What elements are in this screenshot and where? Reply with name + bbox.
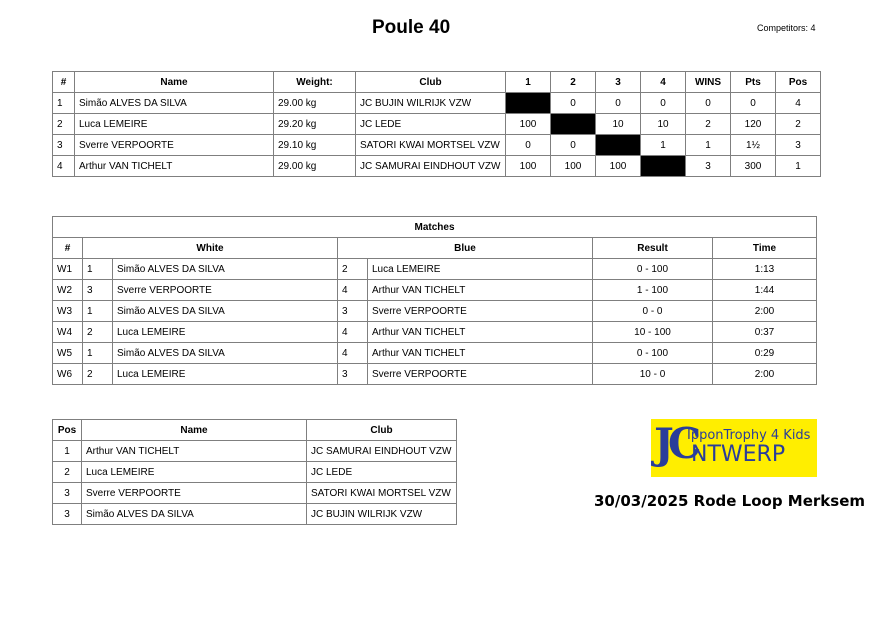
pool-cell: Luca LEMEIRE bbox=[75, 114, 274, 135]
pool-cell: JC BUJIN WILRIJK VZW bbox=[356, 93, 506, 114]
ranking-row bbox=[53, 483, 457, 504]
match-cell: 1:44 bbox=[713, 280, 817, 301]
pool-cell bbox=[506, 93, 551, 114]
pool-cell: 0 bbox=[686, 93, 731, 114]
match-cell: 1:13 bbox=[713, 259, 817, 280]
match-row bbox=[53, 301, 817, 322]
match-cell: Simão ALVES DA SILVA bbox=[113, 343, 338, 364]
pool-cell: 29.10 kg bbox=[274, 135, 356, 156]
matches-table bbox=[52, 216, 817, 385]
ranking-cell: SATORI KWAI MORTSEL VZW bbox=[307, 483, 457, 504]
match-cell: 2:00 bbox=[713, 301, 817, 322]
match-cell: Luca LEMEIRE bbox=[368, 259, 593, 280]
pool-header-cell: WINS bbox=[686, 72, 731, 93]
ranking-cell: 2 bbox=[53, 462, 82, 483]
match-cell: 3 bbox=[83, 280, 113, 301]
pool-cell: 1 bbox=[776, 156, 821, 177]
match-cell: 0 - 0 bbox=[593, 301, 713, 322]
pool-cell: Arthur VAN TICHELT bbox=[75, 156, 274, 177]
match-cell: 2 bbox=[338, 259, 368, 280]
pool-cell: 3 bbox=[776, 135, 821, 156]
match-cell: 2 bbox=[83, 322, 113, 343]
ranking-cell: Luca LEMEIRE bbox=[82, 462, 307, 483]
pool-cell: 1 bbox=[641, 135, 686, 156]
match-cell: 0:37 bbox=[713, 322, 817, 343]
pool-header-cell: 1 bbox=[506, 72, 551, 93]
pool-header-cell: Club bbox=[356, 72, 506, 93]
ranking-cell: JC LEDE bbox=[307, 462, 457, 483]
pool-cell: 0 bbox=[596, 93, 641, 114]
match-cell: 0:29 bbox=[713, 343, 817, 364]
pool-cell: JC LEDE bbox=[356, 114, 506, 135]
match-cell: 3 bbox=[338, 301, 368, 322]
pool-cell: 0 bbox=[551, 135, 596, 156]
match-cell: 3 bbox=[338, 364, 368, 385]
match-row bbox=[53, 259, 817, 280]
pool-cell: 100 bbox=[506, 114, 551, 135]
pool-cell: 10 bbox=[641, 114, 686, 135]
pool-cell: 3 bbox=[686, 156, 731, 177]
matches-header-cell: Result bbox=[593, 238, 713, 259]
pool-cell: 2 bbox=[686, 114, 731, 135]
match-cell: Sverre VERPOORTE bbox=[368, 301, 593, 322]
match-cell: 1 bbox=[83, 259, 113, 280]
pool-cell: 0 bbox=[731, 93, 776, 114]
match-row bbox=[53, 343, 817, 364]
match-cell: 4 bbox=[338, 280, 368, 301]
pool-cell: 3 bbox=[53, 135, 75, 156]
logo-jc-mark: JC bbox=[654, 419, 696, 468]
matches-title: Matches bbox=[53, 217, 817, 238]
match-cell: Luca LEMEIRE bbox=[113, 322, 338, 343]
pool-header-cell: 2 bbox=[551, 72, 596, 93]
ranking-header-cell: Club bbox=[307, 420, 457, 441]
pool-cell: 0 bbox=[551, 93, 596, 114]
pool-cell: 29.00 kg bbox=[274, 156, 356, 177]
ippontrophy-logo bbox=[651, 419, 817, 477]
pool-header-cell: Name bbox=[75, 72, 274, 93]
pool-cell: JC SAMURAI EINDHOUT VZW bbox=[356, 156, 506, 177]
match-cell: Arthur VAN TICHELT bbox=[368, 280, 593, 301]
pool-cell: Simão ALVES DA SILVA bbox=[75, 93, 274, 114]
ranking-cell: JC SAMURAI EINDHOUT VZW bbox=[307, 441, 457, 462]
ranking-header-cell: Name bbox=[82, 420, 307, 441]
matches-header-cell: White bbox=[83, 238, 338, 259]
ranking-cell: 3 bbox=[53, 483, 82, 504]
pool-cell: 4 bbox=[776, 93, 821, 114]
pool-header-cell: Pos bbox=[776, 72, 821, 93]
match-row bbox=[53, 280, 817, 301]
pool-row bbox=[53, 93, 821, 114]
match-cell: W3 bbox=[53, 301, 83, 322]
match-row bbox=[53, 364, 817, 385]
match-cell: 1 bbox=[83, 343, 113, 364]
pool-cell: 29.20 kg bbox=[274, 114, 356, 135]
pool-cell: 100 bbox=[596, 156, 641, 177]
pool-header-cell: Pts bbox=[731, 72, 776, 93]
event-info: 30/03/2025 Rode Loop Merksem bbox=[594, 492, 865, 510]
pool-cell bbox=[551, 114, 596, 135]
ranking-cell: Arthur VAN TICHELT bbox=[82, 441, 307, 462]
pool-cell bbox=[596, 135, 641, 156]
pool-table bbox=[52, 71, 821, 177]
ranking-cell: Sverre VERPOORTE bbox=[82, 483, 307, 504]
pool-cell: SATORI KWAI MORTSEL VZW bbox=[356, 135, 506, 156]
pool-row bbox=[53, 135, 821, 156]
match-cell: Luca LEMEIRE bbox=[113, 364, 338, 385]
match-cell: Arthur VAN TICHELT bbox=[368, 322, 593, 343]
pool-cell: 100 bbox=[506, 156, 551, 177]
pool-cell: 300 bbox=[731, 156, 776, 177]
match-cell: Sverre VERPOORTE bbox=[113, 280, 338, 301]
match-cell: W5 bbox=[53, 343, 83, 364]
pool-cell: 1 bbox=[686, 135, 731, 156]
ranking-cell: JC BUJIN WILRIJK VZW bbox=[307, 504, 457, 525]
pool-header-cell: 3 bbox=[596, 72, 641, 93]
match-cell: 4 bbox=[338, 343, 368, 364]
match-cell: W2 bbox=[53, 280, 83, 301]
logo-line1: IpponTrophy 4 Kids bbox=[687, 428, 811, 443]
pool-cell: 10 bbox=[596, 114, 641, 135]
match-cell: W4 bbox=[53, 322, 83, 343]
matches-header-cell: Time bbox=[713, 238, 817, 259]
pool-cell: Sverre VERPOORTE bbox=[75, 135, 274, 156]
ranking-row bbox=[53, 441, 457, 462]
pool-cell: 0 bbox=[506, 135, 551, 156]
match-cell: Simão ALVES DA SILVA bbox=[113, 301, 338, 322]
matches-header-cell: # bbox=[53, 238, 83, 259]
match-cell: 2 bbox=[83, 364, 113, 385]
match-cell: 4 bbox=[338, 322, 368, 343]
match-cell: 10 - 100 bbox=[593, 322, 713, 343]
match-cell: Sverre VERPOORTE bbox=[368, 364, 593, 385]
match-cell: 0 - 100 bbox=[593, 343, 713, 364]
page-title: Poule 40 bbox=[372, 17, 451, 38]
pool-row bbox=[53, 156, 821, 177]
match-cell: W1 bbox=[53, 259, 83, 280]
pool-cell: 0 bbox=[641, 93, 686, 114]
match-cell: Arthur VAN TICHELT bbox=[368, 343, 593, 364]
ranking-row bbox=[53, 462, 457, 483]
competitors-count: Competitors: 4 bbox=[757, 23, 816, 33]
match-cell: 10 - 0 bbox=[593, 364, 713, 385]
logo-line2: NTWERP bbox=[691, 442, 786, 467]
matches-header-cell: Blue bbox=[338, 238, 593, 259]
pool-cell: 120 bbox=[731, 114, 776, 135]
pool-cell: 100 bbox=[551, 156, 596, 177]
match-cell: W6 bbox=[53, 364, 83, 385]
ranking-cell: 1 bbox=[53, 441, 82, 462]
pool-cell: 4 bbox=[53, 156, 75, 177]
ranking-row bbox=[53, 504, 457, 525]
match-cell: 0 - 100 bbox=[593, 259, 713, 280]
ranking-table bbox=[52, 419, 457, 525]
pool-cell bbox=[641, 156, 686, 177]
match-cell: 2:00 bbox=[713, 364, 817, 385]
ranking-header-cell: Pos bbox=[53, 420, 82, 441]
pool-cell: 1½ bbox=[731, 135, 776, 156]
pool-cell: 2 bbox=[53, 114, 75, 135]
match-cell: Simão ALVES DA SILVA bbox=[113, 259, 338, 280]
pool-row bbox=[53, 114, 821, 135]
ranking-cell: Simão ALVES DA SILVA bbox=[82, 504, 307, 525]
pool-header-cell: 4 bbox=[641, 72, 686, 93]
pool-cell: 2 bbox=[776, 114, 821, 135]
pool-cell: 1 bbox=[53, 93, 75, 114]
pool-header-cell: Weight: bbox=[274, 72, 356, 93]
pool-header-cell: # bbox=[53, 72, 75, 93]
match-cell: 1 bbox=[83, 301, 113, 322]
ranking-cell: 3 bbox=[53, 504, 82, 525]
match-row bbox=[53, 322, 817, 343]
pool-cell: 29.00 kg bbox=[274, 93, 356, 114]
match-cell: 1 - 100 bbox=[593, 280, 713, 301]
